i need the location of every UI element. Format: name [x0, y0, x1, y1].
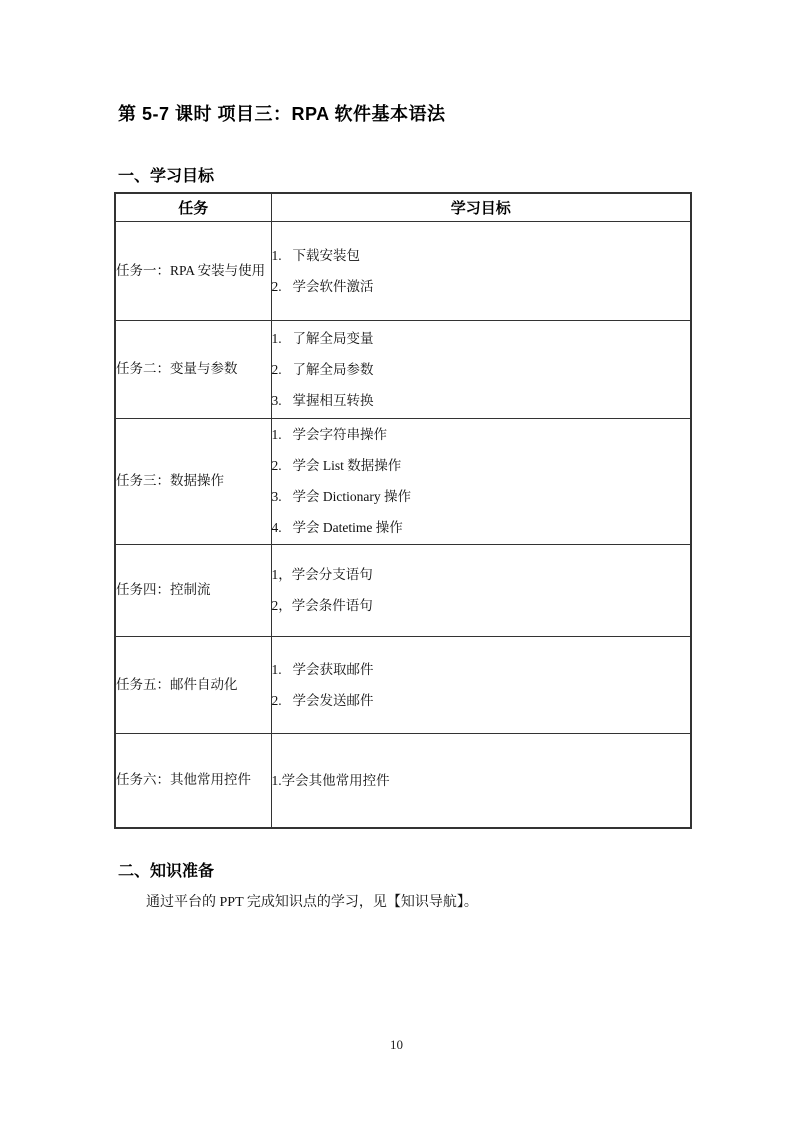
item-text: 学会软件激活	[292, 278, 374, 294]
task-cell: 任务二：变量与参数	[115, 320, 271, 418]
goal-cell	[271, 418, 691, 544]
section-heading-knowledge-prep: 二、知识准备	[118, 863, 215, 880]
item-number: 1.	[271, 427, 282, 442]
item-number: 2.	[271, 361, 282, 377]
table-row	[115, 544, 691, 636]
item-text: 学会 Datetime 操作	[292, 520, 403, 535]
task-cell: 任务三：数据操作	[115, 418, 271, 544]
table-row	[115, 733, 691, 828]
task-cell: 任务一：RPA 安装与使用	[115, 221, 271, 320]
task-cell: 任务五：邮件自动化	[115, 636, 271, 733]
table-row	[115, 418, 691, 544]
goal-item	[272, 354, 691, 385]
item-text: 学会获取邮件	[292, 661, 374, 677]
item-number: 1.	[271, 661, 282, 677]
item-text: 了解全局变量	[292, 330, 374, 346]
item-number: 1，	[271, 567, 292, 582]
goal-item	[272, 685, 691, 716]
goal-item	[272, 271, 691, 302]
goal-item	[272, 450, 691, 481]
table-header-row	[115, 193, 691, 221]
item-number: 1.	[271, 247, 282, 263]
item-number: 3.	[271, 489, 282, 504]
item-text: 学会条件语句	[291, 598, 373, 613]
task-cell: 任务六：其他常用控件	[115, 733, 271, 828]
goal-cell	[271, 636, 691, 733]
table-row	[115, 221, 691, 320]
goal-cell	[271, 733, 691, 828]
goal-item	[272, 385, 691, 416]
task-cell: 任务四：控制流	[115, 544, 271, 636]
goal-item	[272, 765, 691, 796]
item-number: 2.	[271, 458, 282, 473]
goal-cell	[271, 320, 691, 418]
item-text: 下载安装包	[292, 247, 360, 263]
item-number: 1.	[271, 330, 282, 346]
item-number: 2.	[271, 278, 282, 294]
item-text: 学会分支语句	[291, 567, 373, 582]
goal-cell	[271, 544, 691, 636]
page-title: 第 5-7 课时 项目三：RPA 软件基本语法	[118, 104, 446, 124]
table-row	[115, 636, 691, 733]
table-row	[115, 320, 691, 418]
goal-cell	[271, 221, 691, 320]
goal-item	[272, 559, 691, 590]
item-text: 学会 Dictionary 操作	[292, 489, 411, 504]
page-number: 10	[390, 1037, 403, 1052]
item-text: 学会发送邮件	[292, 692, 374, 708]
goal-item	[272, 654, 691, 685]
knowledge-prep-paragraph: 通过平台的 PPT 完成知识点的学习，见【知识导航】。	[146, 895, 478, 910]
item-text: 掌握相互转换	[292, 392, 374, 408]
item-number: 1.	[271, 772, 282, 788]
column-header-goal: 学习目标	[271, 193, 691, 221]
goal-item	[272, 590, 691, 621]
section-heading-learning-goals: 一、学习目标	[118, 168, 215, 185]
goal-item	[272, 240, 691, 271]
item-text: 学会 List 数据操作	[292, 458, 402, 473]
item-text: 学会其他常用控件	[281, 772, 390, 788]
goal-item	[272, 419, 691, 450]
item-text: 了解全局参数	[292, 361, 374, 377]
item-number: 2.	[271, 692, 282, 708]
item-text: 学会字符串操作	[292, 427, 387, 442]
goal-item	[272, 481, 691, 512]
item-number: 2，	[271, 598, 292, 613]
item-number: 4.	[271, 520, 282, 535]
learning-goals-table	[114, 192, 692, 829]
column-header-task: 任务	[115, 193, 271, 221]
item-number: 3.	[271, 392, 282, 408]
goal-item	[272, 512, 691, 543]
goal-item	[272, 323, 691, 354]
